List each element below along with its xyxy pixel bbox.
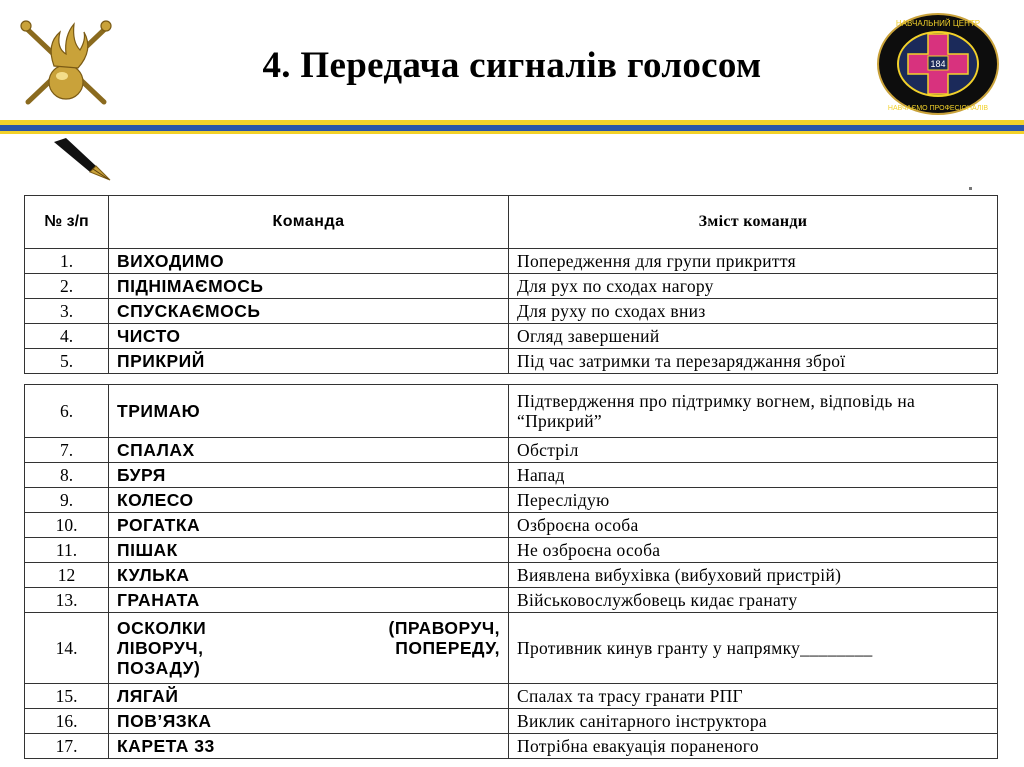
row-meaning: Для рух по сходах нагору (509, 274, 998, 299)
table-row (25, 488, 998, 513)
row-meaning: Не озброєна особа (509, 538, 998, 563)
row-number: 16. (25, 709, 109, 734)
command-part: ОСКОЛКИ (117, 618, 207, 638)
row-command: ПІШАК (109, 538, 509, 563)
table-row (25, 563, 998, 588)
row-command (109, 613, 509, 684)
row-command: ПІДНІМАЄМОСЬ (109, 274, 509, 299)
row-command: РОГАТКА (109, 513, 509, 538)
row-number: 10. (25, 513, 109, 538)
table-row (25, 709, 998, 734)
row-command: СПУСКАЄМОСЬ (109, 299, 509, 324)
row-number: 6. (25, 385, 109, 438)
patch-top-text: НАВЧАЛЬНИЙ ЦЕНТР (895, 19, 981, 28)
row-number: 5. (25, 349, 109, 374)
row-number: 2. (25, 274, 109, 299)
table-row (25, 299, 998, 324)
row-command: БУРЯ (109, 463, 509, 488)
command-part: (ПРАВОРУЧ, (388, 618, 500, 638)
row-meaning: Огляд завершений (509, 324, 998, 349)
fountain-pen-icon (52, 136, 116, 184)
row-meaning: Противник кинув гранту у напрямку________ (509, 613, 998, 684)
row-command: КОЛЕСО (109, 488, 509, 513)
row-meaning: Потрібна евакуація пораненого (509, 734, 998, 759)
training-center-patch-icon (876, 12, 1000, 116)
row-number: 12 (25, 563, 109, 588)
row-command: ВИХОДИМО (109, 249, 509, 274)
row-command: КАРЕТА 33 (109, 734, 509, 759)
row-number: 7. (25, 438, 109, 463)
row-meaning: Виявлена вибухівка (вибуховий пристрій) (509, 563, 998, 588)
row-meaning: Під час затримки та перезаряджання зброї (509, 349, 998, 374)
row-command: ТРИМАЮ (109, 385, 509, 438)
header-command: Команда (109, 196, 509, 249)
table-row (25, 613, 998, 684)
row-command: ЧИСТО (109, 324, 509, 349)
row-number: 3. (25, 299, 109, 324)
row-number: 11. (25, 538, 109, 563)
row-number: 9. (25, 488, 109, 513)
row-number: 17. (25, 734, 109, 759)
slide-header (0, 0, 1024, 118)
table-row (25, 324, 998, 349)
command-line-2 (117, 638, 500, 658)
row-command: ЛЯГАЙ (109, 684, 509, 709)
header-meaning: Зміст команди (509, 196, 998, 249)
table-row (25, 538, 998, 563)
commands-table-part-1 (24, 195, 998, 374)
patch-bottom-text: НАВЧАЄМО ПРОФЕСІОНАЛІВ (887, 105, 989, 112)
header-stripe-yellow-thin (0, 131, 1024, 134)
row-meaning: Обстріл (509, 438, 998, 463)
row-meaning: Озброєна особа (509, 513, 998, 538)
row-command: ГРАНАТА (109, 588, 509, 613)
row-meaning: Для руху по сходах вниз (509, 299, 998, 324)
table-row (25, 463, 998, 488)
row-number: 1. (25, 249, 109, 274)
table-row (25, 588, 998, 613)
row-number: 8. (25, 463, 109, 488)
row-meaning: Виклик санітарного інструктора (509, 709, 998, 734)
row-meaning: Переслідую (509, 488, 998, 513)
row-meaning: Попередження для групи прикриття (509, 249, 998, 274)
table-row (25, 249, 998, 274)
row-command: КУЛЬКА (109, 563, 509, 588)
command-part: ПОЗАДУ) (117, 658, 201, 678)
row-meaning: Підтвердження про підтримку вогнем, відповідь на “Прикрий” (509, 385, 998, 438)
table-row (25, 734, 998, 759)
row-command: СПАЛАХ (109, 438, 509, 463)
table-row (25, 274, 998, 299)
row-number: 4. (25, 324, 109, 349)
command-line-1 (117, 618, 500, 638)
table-header-row (25, 196, 998, 249)
page-title: 4. Передача сигналів голосом (262, 45, 762, 86)
stray-dot (969, 187, 972, 190)
row-meaning: Напад (509, 463, 998, 488)
command-part: ЛІВОРУЧ, (117, 638, 204, 658)
row-meaning: Спалах та трасу гранати РПГ (509, 684, 998, 709)
patch-number: 184 (930, 59, 946, 69)
row-number: 14. (25, 613, 109, 684)
header-number: № з/п (25, 196, 109, 249)
row-number: 13. (25, 588, 109, 613)
row-command: ПРИКРИЙ (109, 349, 509, 374)
table-row (25, 349, 998, 374)
row-command: ПОВ’ЯЗКА (109, 709, 509, 734)
table-row (25, 513, 998, 538)
row-meaning: Військовослужбовець кидає гранату (509, 588, 998, 613)
row-number: 15. (25, 684, 109, 709)
table-row (25, 684, 998, 709)
commands-table-part-2 (24, 384, 998, 759)
table-row (25, 385, 998, 438)
command-line-3 (117, 658, 500, 678)
command-part: ПОПЕРЕДУ, (395, 638, 500, 658)
table-row (25, 438, 998, 463)
